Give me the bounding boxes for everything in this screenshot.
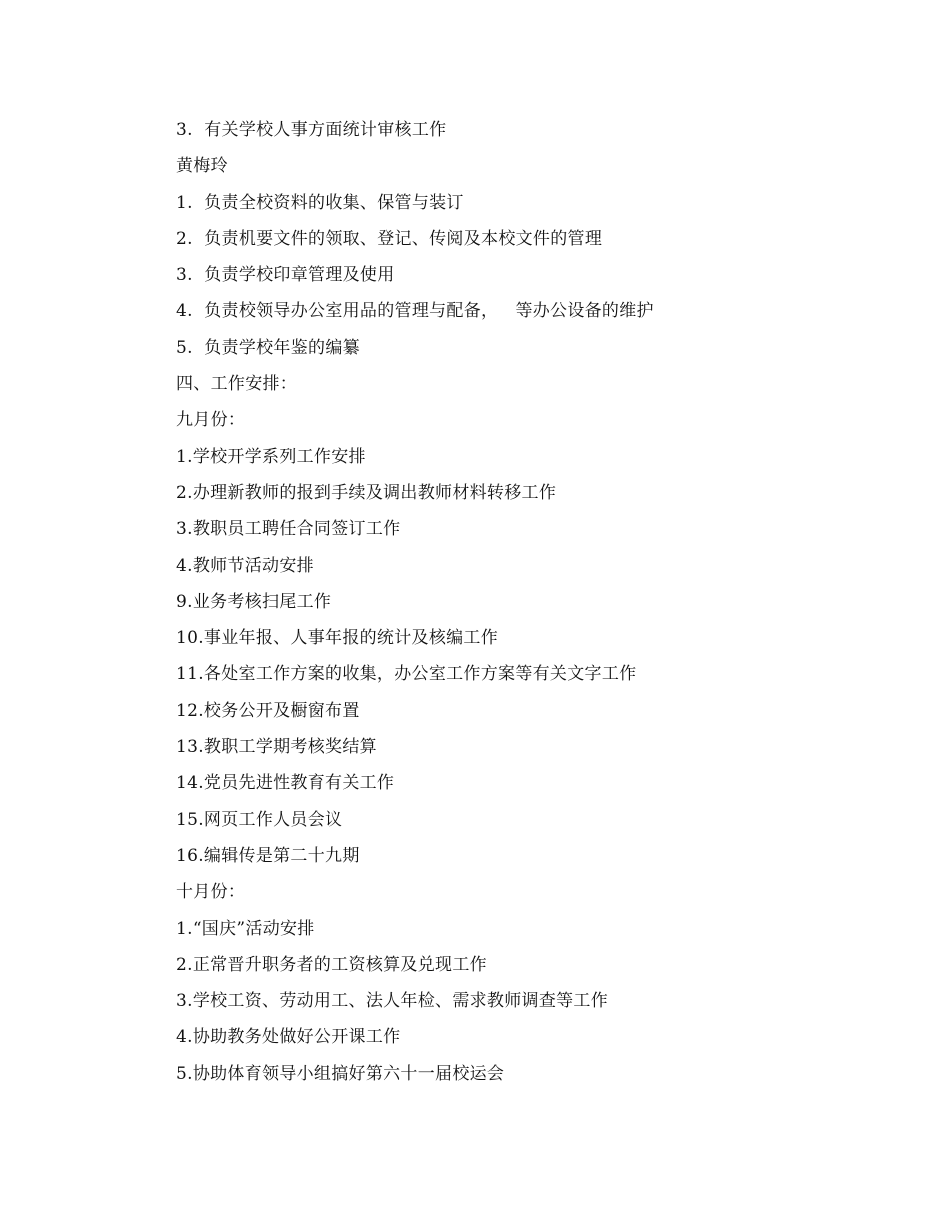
text-line: 3.教职员工聘任合同签订工作 bbox=[176, 519, 401, 540]
text-line: 3. 负责学校印章管理及使用 bbox=[176, 265, 395, 286]
text-line: 16.编辑传是第二十九期 bbox=[176, 845, 360, 866]
text-line: 1. 负责全校资料的收集、保管与装订 bbox=[176, 192, 464, 213]
text-line: 2. 负责机要文件的领取、登记、传阅及本校文件的管理 bbox=[176, 228, 603, 249]
text-line: 4.协助教务处做好公开课工作 bbox=[176, 1027, 401, 1048]
text-line: 1.学校开学系列工作安排 bbox=[176, 446, 366, 467]
text-line: 10.事业年报、人事年报的统计及核编工作 bbox=[176, 628, 499, 649]
month-heading: 九月份： bbox=[176, 410, 246, 431]
text-line: 5.协助体育领导小组搞好第六十一届校运会 bbox=[176, 1063, 505, 1084]
text-line: 2.办理新教师的报到手续及调出教师材料转移工作 bbox=[176, 482, 557, 503]
text-line: 1.“国庆”活动安排 bbox=[176, 918, 315, 939]
text-line: 12.校务公开及橱窗布置 bbox=[176, 700, 360, 721]
text-line: 13.教职工学期考核奖结算 bbox=[176, 737, 377, 758]
month-heading: 十月份： bbox=[176, 882, 246, 903]
text-line: 3. 有关学校人事方面统计审核工作 bbox=[176, 120, 447, 140]
text-line: 11.各处室工作方案的收集，办公室工作方案等有关文字工作 bbox=[176, 664, 637, 685]
text-line: 5. 负责学校年鉴的编纂 bbox=[176, 337, 360, 358]
person-name-heading: 黄梅玲 bbox=[176, 156, 228, 177]
text-line: 9.业务考核扫尾工作 bbox=[176, 591, 332, 612]
document-body bbox=[176, 116, 876, 1096]
text-line: 14.党员先进性教育有关工作 bbox=[176, 773, 395, 794]
text-line: 2.正常晋升职务者的工资核算及兑现工作 bbox=[176, 954, 487, 975]
section-heading: 四、工作安排： bbox=[176, 374, 298, 395]
text-line: 4.教师节活动安排 bbox=[176, 555, 314, 576]
text-line: 3.学校工资、劳动用工、法人年检、需求教师调查等工作 bbox=[176, 991, 609, 1012]
text-line: 4. 负责校领导办公室用品的管理与配备， 等办公设备的维护 bbox=[176, 301, 654, 322]
text-line: 15.网页工作人员会议 bbox=[176, 809, 343, 830]
